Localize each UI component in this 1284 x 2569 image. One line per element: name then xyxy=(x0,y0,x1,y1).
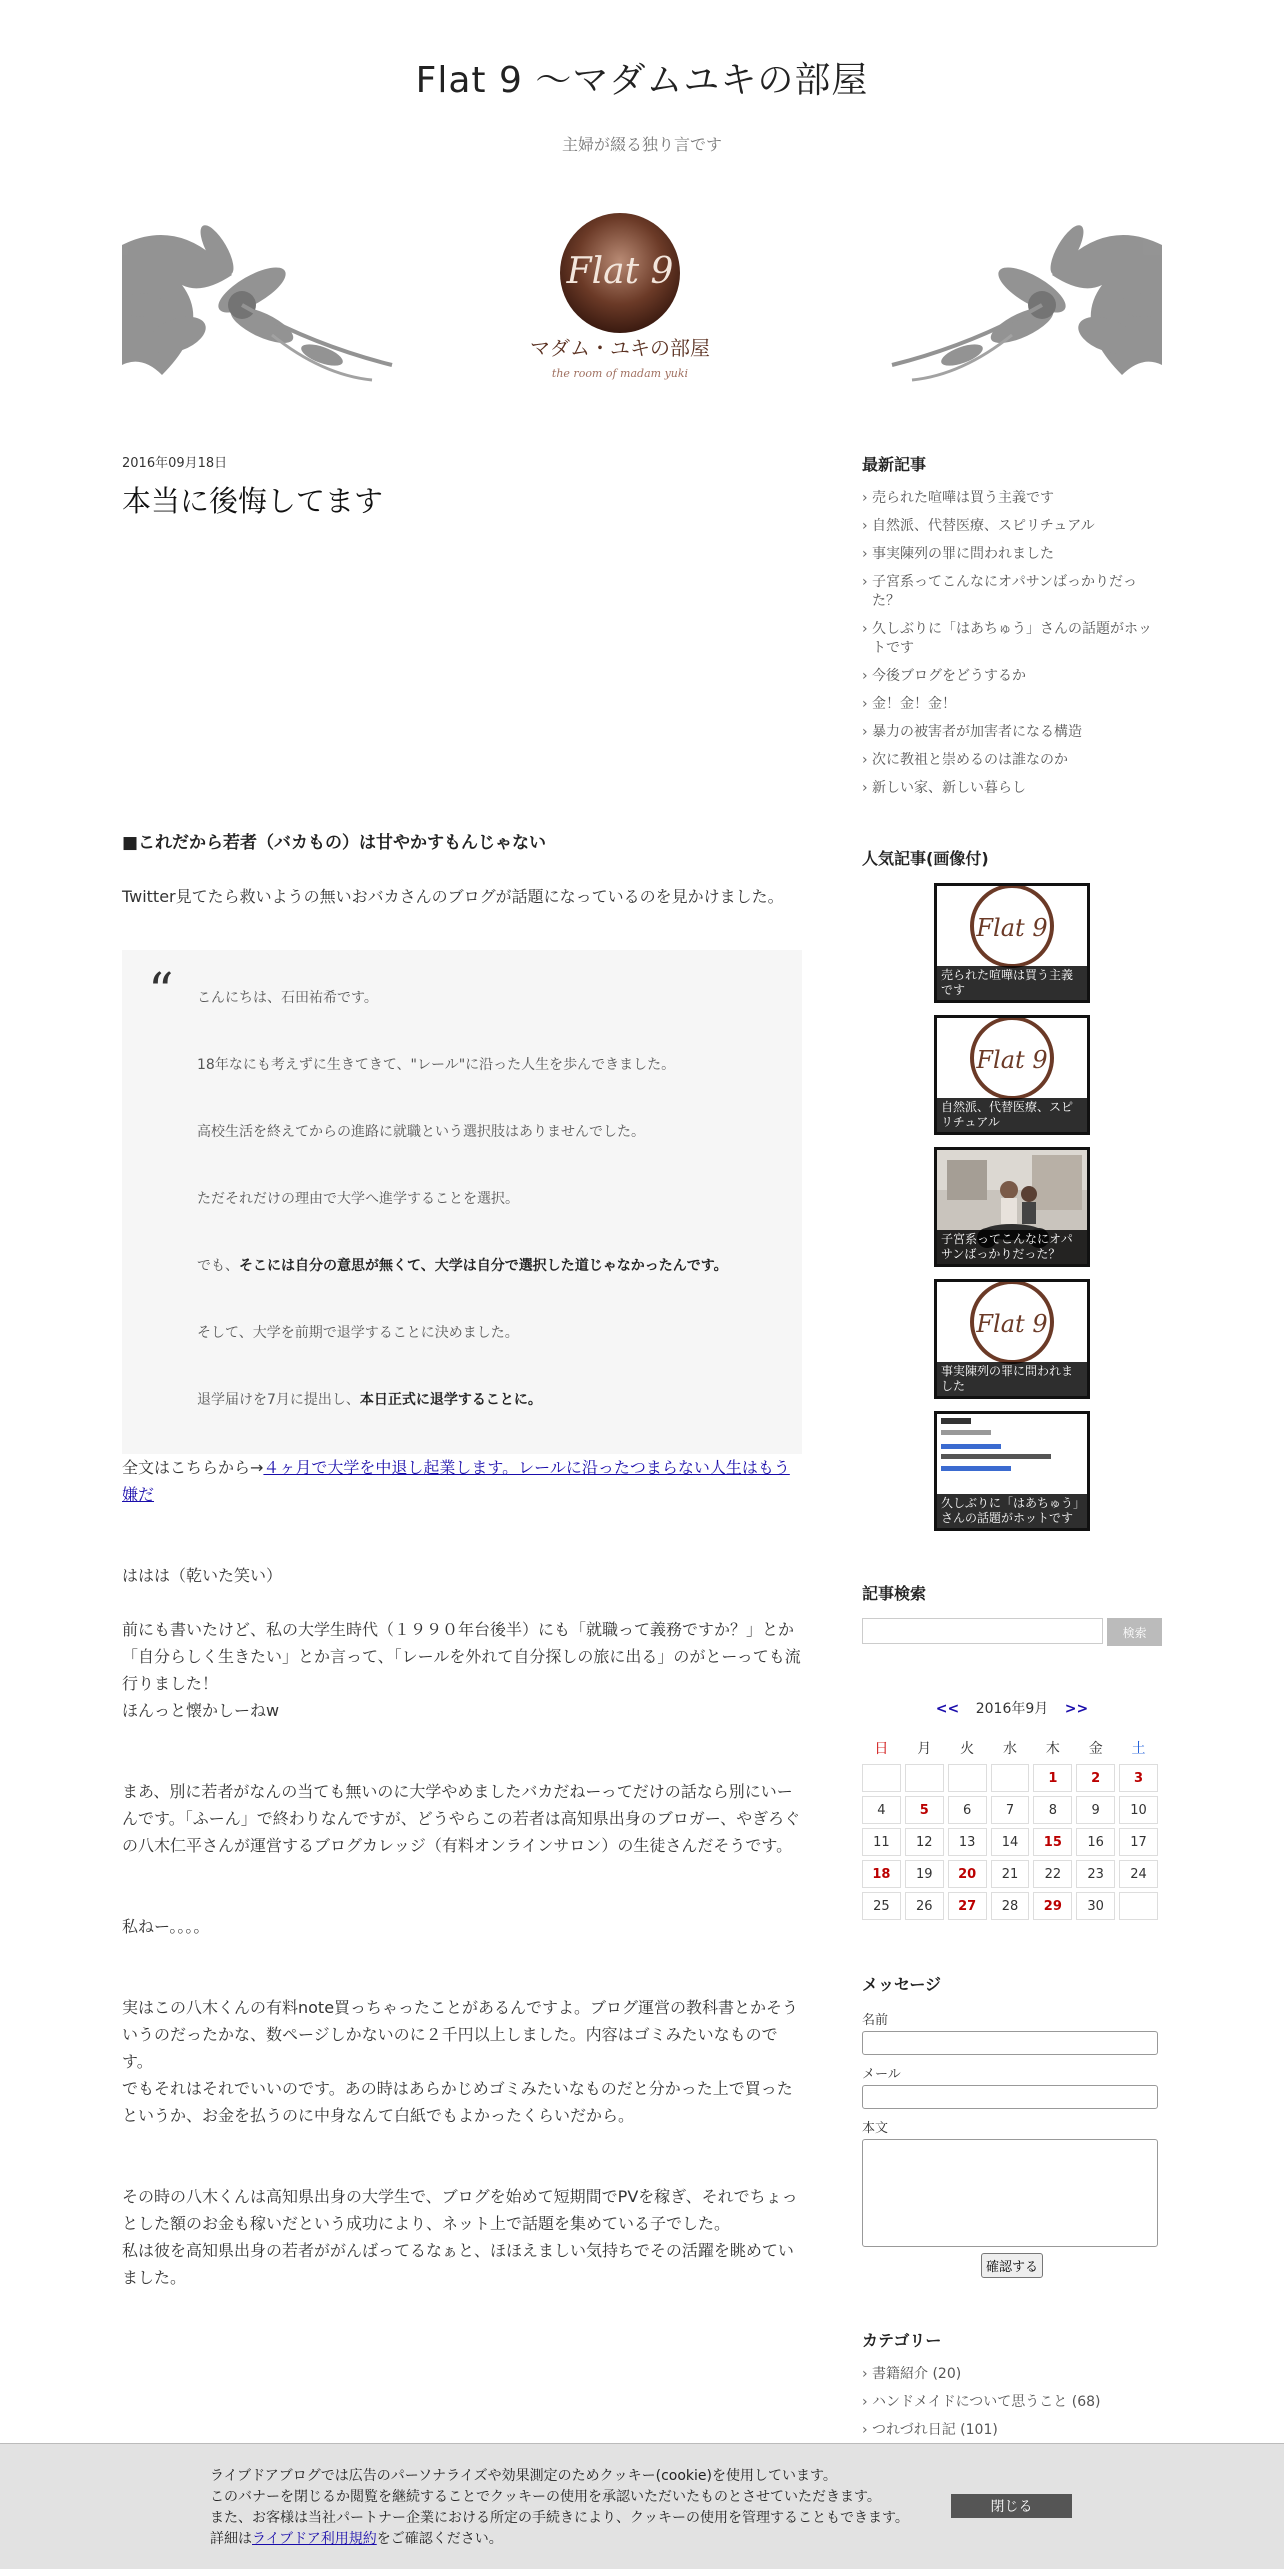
popular-item[interactable] xyxy=(934,1411,1090,1531)
cookie-line: ライブドアブログでは広告のパーソナライズや効果測定のためクッキー(cookie)を使用しています。 xyxy=(210,2468,837,2484)
quote-paragraph: ただそれだけの理由で大学へ進学することを選択。 xyxy=(197,1191,519,1207)
quote-paragraph: でも、そこには自分の意思が無くて、大学は自分で選択した道じゃなかったんです。 xyxy=(197,1258,728,1274)
calendar-nav xyxy=(862,1698,1162,1718)
calendar-day xyxy=(905,1764,944,1792)
cookie-line: 詳細はライブドア利用規約をご確認ください。 xyxy=(210,2531,503,2547)
category-item[interactable]: › つれづれ日記 (101) xyxy=(862,2421,1162,2440)
post-paragraph: その時の八木くんは高知県出身の大学生で、ブログを始めて短期間でPVを稼ぎ、それでちょっとした額のお金も稼いだという成功により、ネット上で話題を集めている子でした。 xyxy=(122,2187,798,2233)
recent-title: 最新記事 xyxy=(862,455,927,474)
recent-item[interactable]: › 子宮系ってこんなにオパサンばっかりだった？ xyxy=(862,573,1162,611)
popular-articles xyxy=(862,846,1162,1531)
calendar-day: 12 xyxy=(905,1828,944,1856)
calendar-day: 7 xyxy=(991,1796,1030,1824)
blockquote xyxy=(122,950,802,1454)
calendar-day-linked[interactable]: 29 xyxy=(1033,1892,1072,1920)
name-label: 名前 xyxy=(862,2013,889,2028)
svg-text:Flat 9: Flat 9 xyxy=(976,1046,1048,1074)
post-body xyxy=(122,830,802,2291)
category-item[interactable]: › 書籍紹介 (20) xyxy=(862,2365,1162,2384)
calendar-day: 11 xyxy=(862,1828,901,1856)
post-paragraph: 私は彼を高知県出身の若者ががんばってるなぁと、ほほえましい気持ちでその活躍を眺めていました。 xyxy=(122,2241,794,2287)
recent-item[interactable]: › 新しい家、新しい暮らし xyxy=(862,779,1162,798)
header-banner[interactable] xyxy=(122,205,1162,395)
post-title[interactable]: 本当に後悔してます xyxy=(122,484,384,518)
calendar-day: 24 xyxy=(1119,1860,1158,1888)
calendar-day: 22 xyxy=(1033,1860,1072,1888)
right-flourish-ornament xyxy=(892,221,1162,380)
quote-paragraph: そして、大学を前期で退学することに決めました。 xyxy=(197,1325,519,1341)
calendar-day: 16 xyxy=(1076,1828,1115,1856)
quote-mark-icon: “ xyxy=(148,962,174,1020)
svg-text:Flat 9: Flat 9 xyxy=(976,1310,1048,1338)
email-field[interactable] xyxy=(862,2085,1158,2109)
calendar-day xyxy=(1119,1892,1158,1920)
calendar-day: 13 xyxy=(948,1828,987,1856)
sidebar xyxy=(862,452,1162,2477)
popular-item[interactable] xyxy=(934,1279,1090,1399)
svg-text:Flat 9: Flat 9 xyxy=(976,914,1048,942)
calendar-day: 9 xyxy=(1076,1796,1115,1824)
weekday-header: 木 xyxy=(1045,1741,1060,1757)
post-paragraph: ははは（乾いた笑い） xyxy=(122,1566,283,1585)
popular-caption: 久しぶりに「はあちゅう」さんの話題がホットです xyxy=(937,1494,1087,1528)
popular-caption: 子宮系ってこんなにオパサンばっかりだった？ xyxy=(937,1230,1087,1264)
calendar-day: 6 xyxy=(948,1796,987,1824)
calendar-day xyxy=(862,1764,901,1792)
calendar-day: 26 xyxy=(905,1892,944,1920)
quote-paragraph: 退学届けを7月に提出し、本日正式に退学することに。 xyxy=(197,1392,542,1408)
recent-item[interactable]: › 自然派、代替医療、スピリチュアル xyxy=(862,517,1162,536)
calendar-day: 14 xyxy=(991,1828,1030,1856)
weekday-header: 火 xyxy=(960,1741,975,1757)
popular-caption: 自然派、代替医療、スピリチュアル xyxy=(937,1098,1087,1132)
message-title: メッセージ xyxy=(862,1975,942,1994)
post-heading: ■これだから若者（バカもの）は甘やかすもんじゃない xyxy=(122,833,547,853)
post-paragraph: 実はこの八木くんの有料note買っちゃったことがあるんですよ。ブログ運営の教科書とかそういうのだったかな、数ページしかないのに２千円以上しました。内容はゴミみたいなものです。 xyxy=(122,1998,799,2071)
recent-item[interactable]: › 今後ブログをどうするか xyxy=(862,667,1162,686)
weekday-header: 月 xyxy=(917,1741,932,1757)
popular-item[interactable] xyxy=(934,1015,1090,1135)
calendar-day: 21 xyxy=(991,1860,1030,1888)
full-article-link[interactable]: ４ヶ月で大学を中退し起業します。レールに沿ったつまらない人生はもう嫌だ xyxy=(122,1458,790,1504)
calendar-day-linked[interactable]: 2 xyxy=(1076,1764,1115,1792)
weekday-header: 土 xyxy=(1131,1741,1146,1757)
recent-item[interactable]: › 次に教祖と崇めるのは誰なのか xyxy=(862,751,1162,770)
calendar-table xyxy=(858,1734,1162,1924)
body-label: 本文 xyxy=(862,2121,889,2136)
banner-subtitle: マダム・ユキの部屋 xyxy=(530,336,710,360)
logo-text: Flat 9 xyxy=(566,251,674,292)
calendar xyxy=(862,1698,1162,1924)
recent-item[interactable]: › 暴力の被害者が加害者になる構造 xyxy=(862,723,1162,742)
main-content xyxy=(122,452,802,2287)
quote-paragraph: こんにちは、石田祐希です。 xyxy=(197,990,378,1006)
post-paragraph: 前にも書いたけど、私の大学生時代（１９９０年台後半）にも「就職って義務ですか？」とか「自分らしく生きたい」とか言って、「レールを外れて自分探しの旅に出る」のがとーっても流行りました！ xyxy=(122,1620,801,1693)
category-item[interactable]: › ハンドメイドについて思うこと (68) xyxy=(862,2393,1162,2412)
banner-tagline: the room of madam yuki xyxy=(551,367,689,380)
post-intro: Twitter見てたら救いようの無いおバカさんのブログが話題になっているのを見かけました。 xyxy=(122,887,784,906)
calendar-day: 28 xyxy=(991,1892,1030,1920)
post-paragraph: まあ、別に若者がなんの当ても無いのに大学やめましたバカだねーってだけの話なら別にいーんです。「ふーん」で終わりなんですが、どうやらこの若者は高知県出身のブロガー、やぎろぐの八木仁平さんが運営するブログカレッジ（有料オンラインサロン）の生徒さんだそうです。 xyxy=(122,1782,801,1855)
popular-caption: 売られた喧嘩は買う主義です xyxy=(937,966,1087,1000)
search-input[interactable] xyxy=(862,1618,1103,1644)
calendar-day-linked[interactable]: 3 xyxy=(1119,1764,1158,1792)
recent-item[interactable]: › 久しぶりに「はあちゅう」さんの話題がホットです xyxy=(862,620,1162,658)
message-body-field[interactable] xyxy=(862,2139,1158,2247)
calendar-day: 8 xyxy=(1033,1796,1072,1824)
calendar-prev-link[interactable]: << xyxy=(935,1701,960,1717)
calendar-day-linked[interactable]: 1 xyxy=(1033,1764,1072,1792)
post-paragraph: ほんっと懐かしーねw xyxy=(122,1701,280,1720)
site-title[interactable]: Flat 9 〜マダムユキの部屋 xyxy=(415,60,869,101)
post-paragraph: 私ねー。。。。 xyxy=(122,1917,210,1936)
calendar-day: 17 xyxy=(1119,1828,1158,1856)
calendar-day: 25 xyxy=(862,1892,901,1920)
recent-item[interactable]: › 売られた喧嘩は買う主義です xyxy=(862,489,1162,508)
left-flourish-ornament xyxy=(122,221,392,380)
search-button[interactable]: 検索 xyxy=(1107,1618,1162,1646)
calendar-day: 10 xyxy=(1119,1796,1158,1824)
full-article-link-line: 全文はこちらから→４ヶ月で大学を中退し起業します。レールに沿ったつまらない人生はもう嫌だ xyxy=(122,1458,790,1504)
calendar-day: 30 xyxy=(1076,1892,1115,1920)
recent-articles xyxy=(862,452,1162,798)
category-title: カテゴリー xyxy=(862,2331,942,2350)
calendar-month: 2016年9月 xyxy=(975,1701,1049,1717)
weekday-header: 水 xyxy=(1002,1741,1017,1757)
calendar-day-linked[interactable]: 15 xyxy=(1033,1828,1072,1856)
quote-paragraph: 18年なにも考えずに生きてきて、"レール"に沿った人生を歩んできました。 xyxy=(197,1057,676,1073)
calendar-day: 4 xyxy=(862,1796,901,1824)
cookie-line: また、お客様は当社パートナー企業における所定の手続きにより、クッキーの使用を管理することもできます。 xyxy=(210,2510,909,2526)
post-date: 2016年09月18日 xyxy=(122,456,228,471)
calendar-day: 23 xyxy=(1076,1860,1115,1888)
confirm-button[interactable]: 確認する xyxy=(981,2253,1043,2278)
popular-title: 人気記事(画像付) xyxy=(862,849,989,868)
weekday-header: 日 xyxy=(874,1741,889,1757)
calendar-day: 19 xyxy=(905,1860,944,1888)
banner-image xyxy=(122,205,1162,395)
cookie-banner xyxy=(0,2443,1284,2569)
cookie-line: このバナーを閉じるか閲覧を継続することでクッキーの使用を承認いただいたものとさせていただきます。 xyxy=(210,2489,881,2505)
recent-item[interactable]: › 事実陳列の罪に問われました xyxy=(862,545,1162,564)
site-description: 主婦が綴る独り言です xyxy=(561,135,722,154)
recent-item[interactable]: › 金！金！金！ xyxy=(862,695,1162,714)
calendar-day-linked[interactable]: 20 xyxy=(948,1860,987,1888)
popular-item[interactable] xyxy=(934,1147,1090,1267)
popular-item[interactable] xyxy=(934,883,1090,1003)
calendar-day-linked[interactable]: 18 xyxy=(862,1860,901,1888)
calendar-day xyxy=(948,1764,987,1792)
post-paragraph: でもそれはそれでいいのです。あの時はあらかじめゴミみたいなものだと分かった上で買ったというか、お金を払うのに中身なんて白紙でもよかったくらいだから。 xyxy=(122,2079,793,2125)
popular-caption: 事実陳列の罪に問われました xyxy=(937,1362,1087,1396)
calendar-day-linked[interactable]: 5 xyxy=(905,1796,944,1824)
cookie-text xyxy=(210,2466,909,2550)
search-title: 記事検索 xyxy=(862,1584,927,1603)
article-search xyxy=(862,1581,1162,1646)
name-field[interactable] xyxy=(862,2031,1158,2055)
quote-paragraph: 高校生活を終えてからの進路に就職という選択肢はありませんでした。 xyxy=(197,1124,645,1140)
calendar-day-linked[interactable]: 27 xyxy=(948,1892,987,1920)
calendar-next-link[interactable]: >> xyxy=(1064,1701,1089,1717)
terms-link[interactable]: ライブドア利用規約 xyxy=(252,2531,377,2547)
calendar-day xyxy=(991,1764,1030,1792)
weekday-header: 金 xyxy=(1088,1741,1103,1757)
mail-label: メール xyxy=(862,2067,901,2082)
cookie-close-button[interactable]: 閉じる xyxy=(951,2494,1072,2518)
message-form xyxy=(862,1972,1162,2278)
